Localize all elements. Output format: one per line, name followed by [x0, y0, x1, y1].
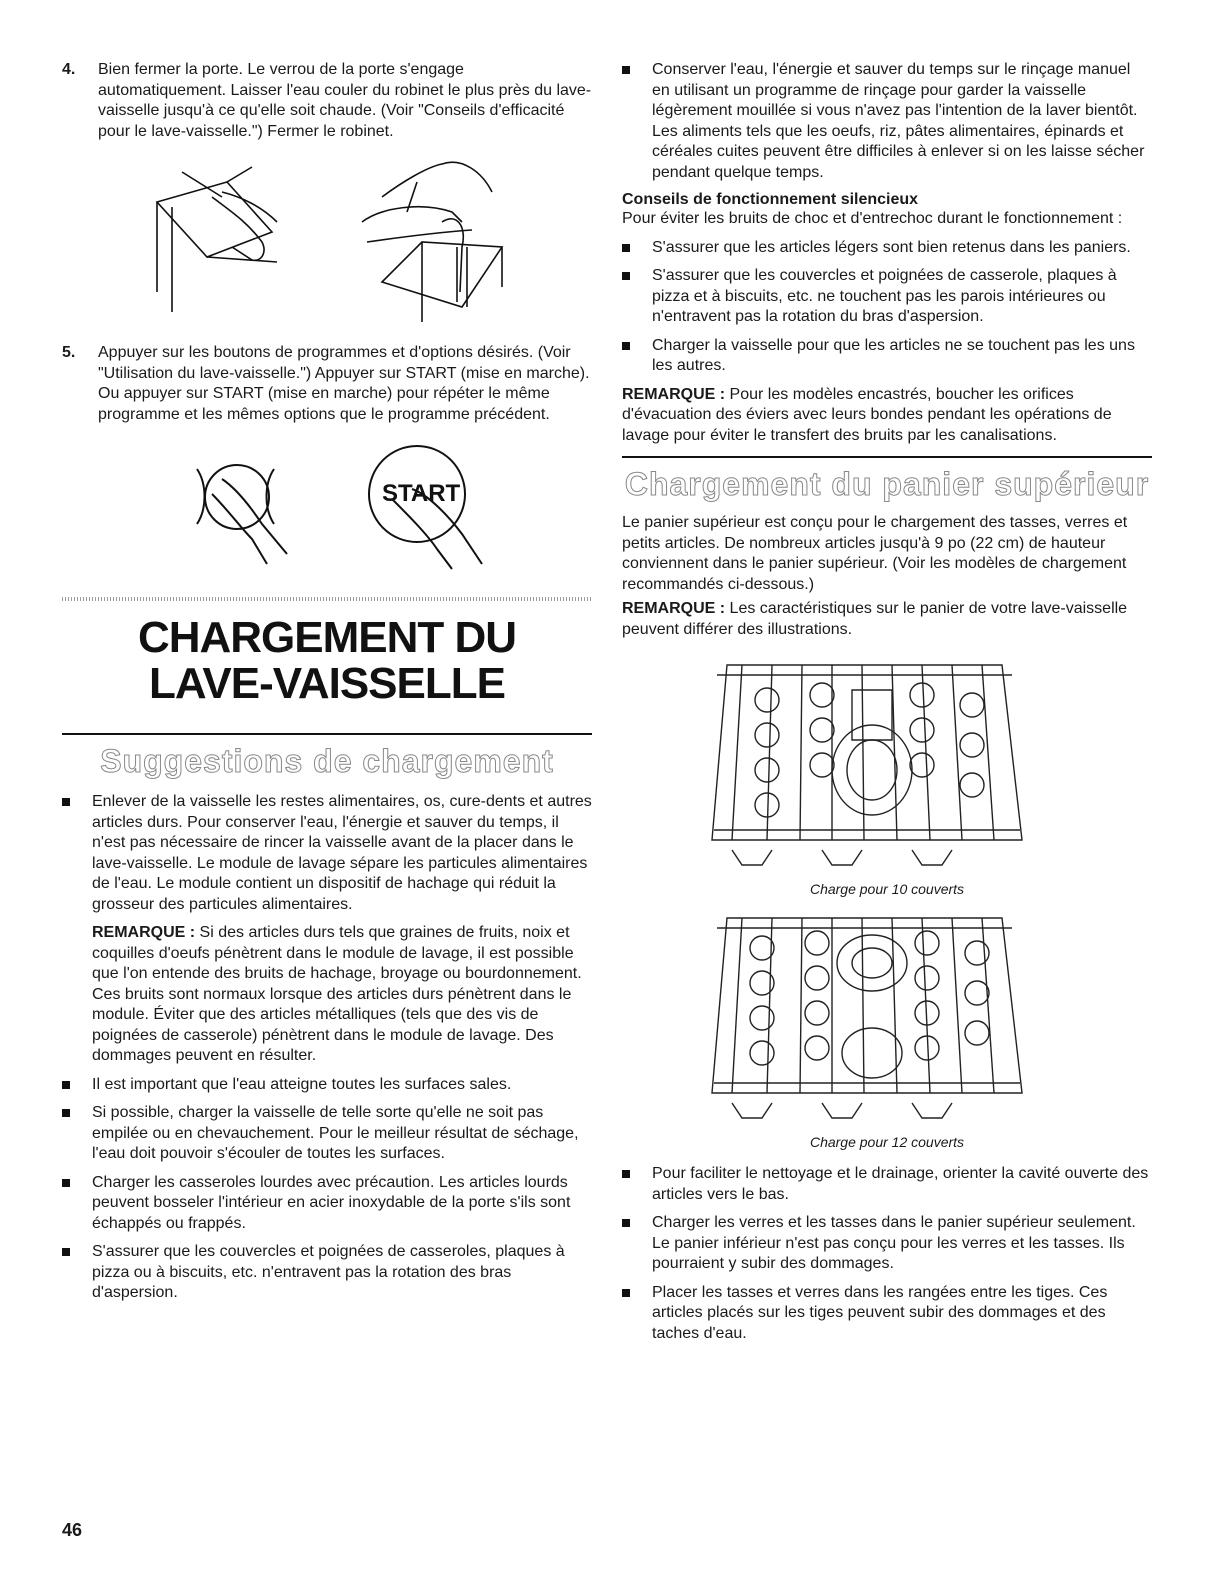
right-column [622, 60, 1152, 1352]
bullet-text: S'assurer que les couvercles et poignées de casserole, plaques à pizza et à biscuits, etc. ne touchent pas les parois intérieures ou n'entravent pas la rotation du bras d'aspersion. [652, 267, 1117, 325]
list-item [622, 336, 1152, 377]
bullet-icon [622, 1170, 630, 1178]
rack-10-place-illustration [622, 650, 1152, 875]
bullet-text: Conserver l'eau, l'énergie et sauver du temps sur le rinçage manuel en utilisant un programme de rinçage pour garder la vaisselle légèrement mouillée si vous n'avez pas l'intention de la laver bientôt. Les aliments tels que les oeufs, riz, pâtes alimentaires, épinards et céréales cuites peuvent être difficiles à enlever si on les laisse sécher pendant quelque temps. [652, 61, 1145, 181]
figure-caption: Charge pour 10 couverts [809, 881, 965, 897]
main-title [62, 615, 592, 707]
bullet-icon [622, 1289, 630, 1297]
list-item [622, 1283, 1152, 1345]
list-item [62, 1173, 592, 1235]
bullet-icon [62, 1081, 70, 1089]
remark-label: REMARQUE : [92, 924, 196, 941]
step-text: Appuyer sur les boutons de programmes et d'options désirés. (Voir "Utilisation du lave-vaisselle.") Appuyer sur START (mise en marche). Ou appuyer sur START (mise en marche) pour répéter le même programme et les mêmes options que le programme précédent. [98, 344, 590, 423]
section-divider [62, 733, 592, 735]
main-title-line2: LAVE-VAISSELLE [149, 659, 505, 708]
bullet-text: Charger les verres et les tasses dans le panier supérieur seulement. Le panier inférieur n'est pas conçu pour les verres et les tasses. Ils pourraient y subir des dommages. [652, 1214, 1136, 1272]
faucet-illustration [62, 152, 592, 337]
step-number: 5. [62, 344, 76, 361]
bullet-icon [622, 342, 630, 350]
bullet-text: S'assurer que les articles légers sont bien retenus dans les paniers. [652, 238, 1131, 256]
list-item [62, 1075, 592, 1096]
quiet-tips-intro: Pour éviter les bruits de choc et d'entrechoc durant le fonctionnement : [622, 210, 1123, 227]
quiet-tips-heading: Conseils de fonctionnement silencieux [622, 191, 919, 208]
step-4 [62, 60, 592, 142]
remark-paragraph [92, 923, 592, 1067]
rack-12-place-illustration [622, 903, 1152, 1128]
bullet-text: S'assurer que les couvercles et poignées de casseroles, plaques à pizza ou à biscuits, etc. n'entravent pas la rotation des bras d'aspersion. [92, 1243, 565, 1301]
remark-text: Les caractéristiques sur le panier de votre lave-vaisselle peuvent différer des illustrations. [622, 600, 1128, 638]
list-item [622, 1213, 1152, 1275]
remark-paragraph [622, 385, 1152, 447]
bullet-icon [62, 1109, 70, 1117]
figure-caption: Charge pour 12 couverts [809, 1134, 965, 1150]
bullet-text: Enlever de la vaisselle les restes alimentaires, os, cure-dents et autres articles durs. Pour conserver l'eau, l'énergie et sauver du temps, il n'est pas nécessaire de rincer la vaisselle avant de la placer dans le lave-vaisselle. Le module de lavage sépare les particules alimentaires de l'eau. Le module contient un dispositif de hachage qui réduit la grosseur des particules alimentaires. [92, 793, 592, 913]
upper-rack-intro: Le panier supérieur est conçu pour le chargement des tasses, verres et petits articles. De nombreux articles jusqu'à 9 po (22 cm) de hauteur conviennent dans le panier supérieur. (Voir les modèles de chargement recommandés ci-dessous.) [622, 514, 1128, 593]
section-divider [622, 456, 1152, 458]
start-button-label: START [382, 480, 461, 507]
list-item [62, 1103, 592, 1165]
step-number: 4. [62, 61, 76, 78]
list-item [622, 238, 1152, 259]
bullet-icon [622, 1219, 630, 1227]
bullet-icon [62, 1248, 70, 1256]
bullet-icon [622, 66, 630, 74]
list-item [62, 1242, 592, 1304]
remark-paragraph [622, 599, 1152, 640]
left-column [62, 60, 592, 1312]
bullet-icon [62, 1179, 70, 1187]
remark-label: REMARQUE : [622, 600, 726, 617]
bullet-text: Il est important que l'eau atteigne toutes les surfaces sales. [92, 1075, 512, 1093]
bullet-text: Pour faciliter le nettoyage et le drainage, orienter la cavité ouverte des articles vers le bas. [652, 1165, 1149, 1203]
bullet-icon [622, 244, 630, 252]
list-item [62, 792, 592, 1067]
bullet-text: Si possible, charger la vaisselle de telle sorte qu'elle ne soit pas empilée ou en chevauchement. Pour le meilleur résultat de séchage, l'eau doit pouvoir s'écouler de toutes les surfaces. [92, 1104, 579, 1162]
remark-label: REMARQUE : [622, 385, 726, 403]
list-item [622, 60, 1152, 183]
remark-text: Si des articles durs tels que graines de fruits, noix et coquilles d'oeufs pénètrent dans le module de lavage, il est possible que l'on entende des bruits de hachage, broyage ou bourdonnement. Ces bruits sont normaux lorsque des articles durs pénètrent dans le module. Éviter que des articles métalliques (tels que des vis de poignées de casserole) pénètrent dans le module de lavage. Des dommages peuvent en résulter. [92, 924, 582, 1064]
bullet-text: Charger les casseroles lourdes avec précaution. Les articles lourds peuvent bosseler l'intérieur en acier inoxydable de la porte s'ils sont échappés ou frappés. [92, 1173, 571, 1232]
section-title: Suggestions de chargement [100, 743, 554, 779]
remark-text: Pour les modèles encastrés, boucher les orifices d'évacuation des éviers avec leurs bondes pendant les opérations de lavage pour éviter le transfert des bruits par les canalisations. [622, 385, 1112, 444]
bullet-text: Charger la vaisselle pour que les articles ne se touchent pas les uns les autres. [652, 336, 1135, 374]
bullet-icon [622, 272, 630, 280]
main-title-line1: CHARGEMENT DU [137, 613, 517, 662]
list-item [622, 266, 1152, 328]
section-title: Chargement du panier supérieur [624, 466, 1150, 502]
button-press-illustration [62, 439, 592, 579]
page-number: 46 [62, 1520, 83, 1540]
step-text: Bien fermer la porte. Le verrou de la porte s'engage automatiquement. Laisser l'eau couler du robinet le plus près du lave-vaisselle jusqu'à ce qu'elle soit chaude. (Voir "Conseils d'efficacité pour le lave-vaisselle.") Fermer le robinet. [98, 61, 592, 140]
hatched-divider [62, 597, 592, 601]
step-5 [62, 343, 592, 425]
bullet-icon [62, 798, 70, 806]
list-item [622, 1164, 1152, 1205]
bullet-text: Placer les tasses et verres dans les rangées entre les tiges. Ces articles placés sur les tiges peuvent subir des dommages et des taches d'eau. [652, 1283, 1108, 1342]
